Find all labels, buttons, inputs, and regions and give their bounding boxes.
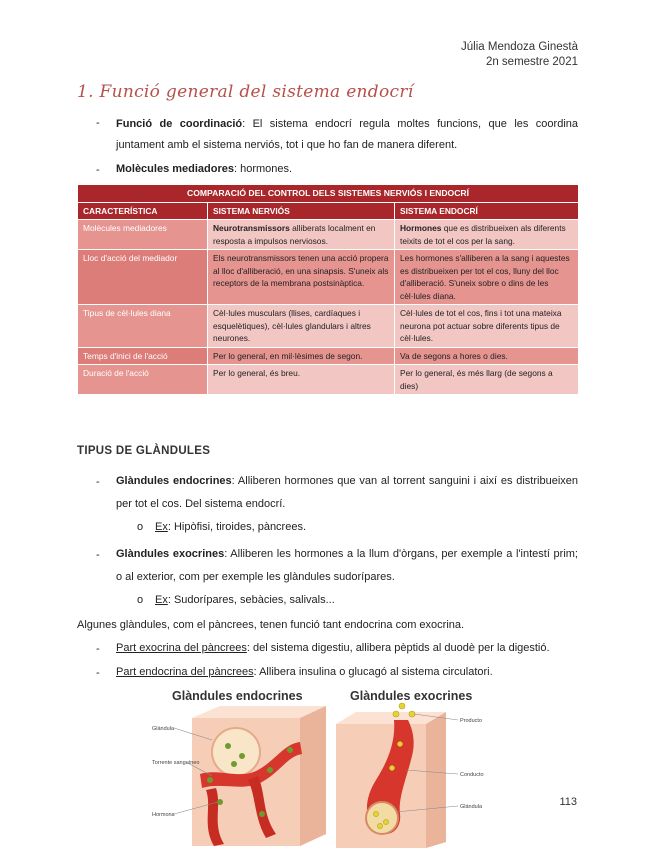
table-cell: Temps d'inici de l'acció	[78, 347, 208, 365]
table-row	[78, 347, 579, 365]
exocrine-gland	[366, 802, 398, 834]
table-cell: Cèl·lules de tot el cos, fins i tot una mateixa neurona pot actuar sobre diferents tipus de cèl·lules.	[395, 305, 579, 348]
bullet-endocrine	[116, 470, 578, 516]
left-label: Hormona	[152, 812, 175, 818]
page-number: 113	[559, 796, 577, 808]
bullet-text: : Alliberen les hormones a la llum d'òrgans, per exemple a l'intestí prim; o al exterior, com per exemple les glàndules sudorípares.	[116, 548, 578, 583]
cell-bold: Hormones	[400, 223, 442, 233]
bullet-text: : El sistema endocrí regula moltes funcions, que les coordina juntament amb el sistema nerviós, tot i que ho fan de manera diferent.	[116, 118, 578, 151]
example-label: Ex	[155, 594, 168, 606]
bullet-dash: -	[96, 117, 100, 129]
bullet-text: : Allibera insulina o glucagó al sistema circulatori.	[253, 666, 493, 678]
example-exocrine	[137, 593, 335, 608]
table-cell	[208, 220, 395, 250]
table-row	[78, 220, 579, 250]
table-cell: Duració de l'acció	[78, 365, 208, 395]
left-label: Glándula	[152, 726, 175, 732]
sub-bullet-icon: o	[137, 521, 144, 533]
table-row	[78, 250, 579, 305]
right-label: Glándula	[460, 804, 483, 810]
table-cell: Per lo general, en mil·lèsimes de segon.	[208, 347, 395, 365]
mixed-intro: Algunes glàndules, com el pàncrees, tenen funció tant endocrina com exocrina.	[77, 619, 465, 631]
semester: 2n semestre 2021	[485, 56, 578, 68]
table-header: SISTEMA NERVIÓS	[208, 202, 395, 220]
bullet-dash: -	[96, 164, 100, 176]
comparison-table	[77, 184, 579, 395]
table-cell: Lloc d'acció del mediador	[78, 250, 208, 305]
table-row	[78, 365, 579, 395]
table-cell: Molècules mediadores	[78, 220, 208, 250]
example-text: : Hipòfisi, tiroides, pàncrees.	[167, 521, 307, 533]
cell-bold: Neurotransmissors	[213, 223, 290, 233]
tissue-side	[426, 712, 446, 848]
table-header: CARACTERÍSTICA	[78, 202, 208, 220]
bullet-coordination	[116, 114, 578, 156]
bullet-text: : del sistema digestiu, allibera pèptids al duodè per la digestió.	[246, 642, 550, 654]
section-title: 1. Funció general del sistema endocrí	[77, 82, 414, 102]
example-text: : Sudorípares, sebàcies, salivals...	[167, 594, 335, 606]
table-header: SISTEMA ENDOCRÍ	[395, 202, 579, 220]
author-name: Júlia Mendoza Ginestà	[461, 41, 578, 53]
left-label: Torrente sanguíneo	[152, 760, 200, 766]
bullet-dash: -	[96, 667, 100, 679]
bullet-exocrine	[116, 543, 578, 589]
table-cell: Cèl·lules musculars (llises, cardíaques i esquelètiques), cèl·lules glandulars i altres neurones.	[208, 305, 395, 348]
left-figure-title: Glàndules endocrines	[172, 689, 303, 703]
gland-structure	[212, 728, 260, 776]
bullet-label: Part endocrina del pàncrees	[116, 666, 254, 678]
right-label: Producto	[460, 718, 483, 724]
table-cell: Per lo general, és breu.	[208, 365, 395, 395]
bullet-exocrine-pancreas	[116, 641, 578, 656]
bullet-text: : Alliberen hormones que van al torrent sanguini i així es distribueixen per tot el cos. Del sistema endocrí.	[116, 475, 579, 510]
table-cell	[395, 220, 579, 250]
table-cell: Per lo general, és més llarg (de segons a dies)	[395, 365, 579, 395]
cell-text: que es distribueixen als diferents teixits de tot el cos per la sang.	[400, 223, 566, 246]
glands-illustration	[150, 684, 500, 848]
glands-figure	[150, 684, 500, 848]
tissue-side	[300, 706, 326, 846]
bullet-dash: -	[96, 476, 100, 488]
author-header	[461, 40, 578, 70]
right-label: Conducto	[460, 772, 484, 778]
bullet-label: Molècules mediadores	[116, 163, 234, 175]
bullet-label: Funció de coordinació	[116, 118, 243, 130]
bullet-label: Glàndules exocrines	[116, 548, 225, 560]
table-cell: Va de segons a hores o dies.	[395, 347, 579, 365]
bullet-mediators	[116, 162, 578, 177]
bullet-text: : hormones.	[234, 163, 293, 175]
table-row	[78, 305, 579, 348]
table-cell: Les hormones s'alliberen a la sang i aquestes es distribueixen per tot el cos, lluny del lloc d'alliberació. S'uneix sobre o dins de les cèl·lules diana.	[395, 250, 579, 305]
table-title: COMPARACIÓ DEL CONTROL DELS SISTEMES NERVIÓS I ENDOCRÍ	[78, 185, 579, 203]
table-cell: Els neurotransmissors tenen una acció propera al lloc d'alliberació, en una sinapsis. S'uneix als receptors de la membrana postsinàptica.	[208, 250, 395, 305]
bullet-dash: -	[96, 643, 100, 655]
bullet-label: Part exocrina del pàncrees	[116, 642, 247, 654]
cell-text: alliberats localment en resposta a impulsos nerviosos.	[213, 223, 376, 246]
bullet-label: Glàndules endocrines	[116, 475, 232, 487]
types-subtitle: TIPUS DE GLÀNDULES	[77, 445, 211, 457]
right-figure-title: Glàndules exocrines	[350, 689, 473, 703]
bullet-endocrine-pancreas	[116, 665, 578, 680]
bullet-dash: -	[96, 549, 100, 561]
sub-bullet-icon: o	[137, 594, 144, 606]
example-endocrine	[137, 520, 306, 535]
table-cell: Tipus de cèl·lules diana	[78, 305, 208, 348]
example-label: Ex	[155, 521, 168, 533]
